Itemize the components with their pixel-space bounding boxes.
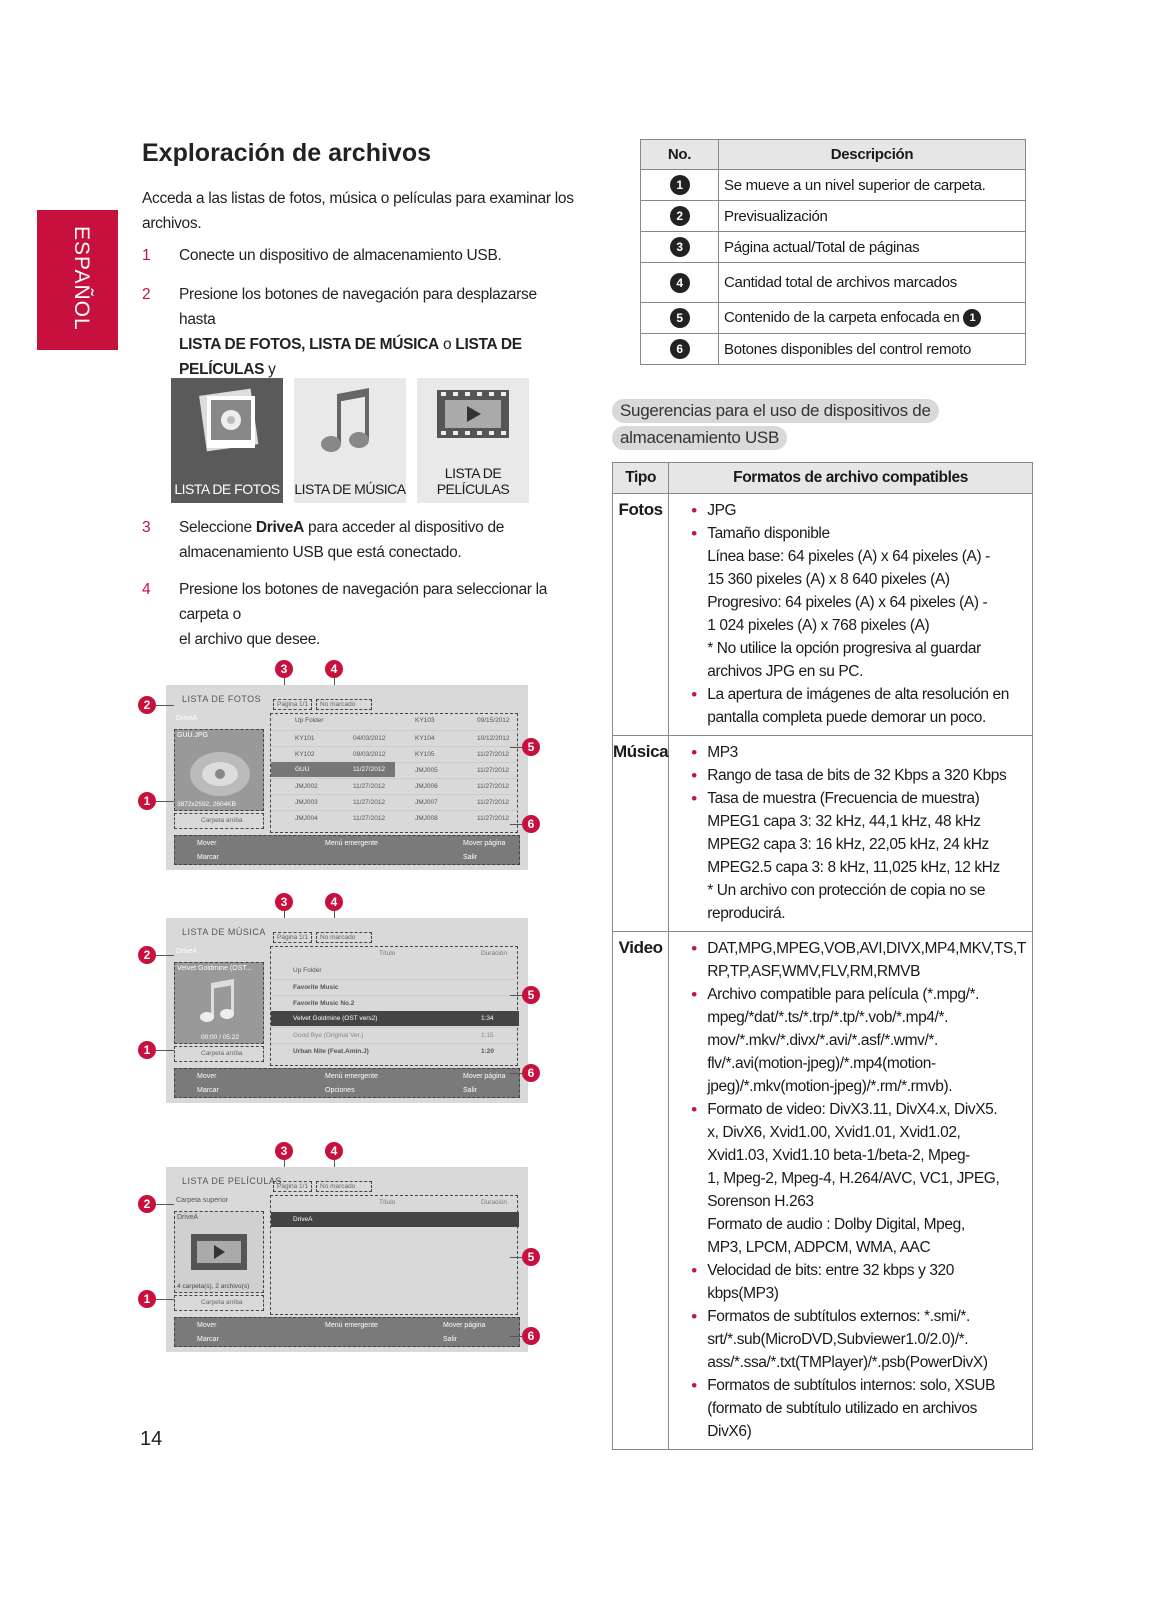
folder-up-button[interactable]: Carpeta arriba: [174, 1046, 264, 1062]
callout-5: 5: [522, 738, 540, 756]
bar-mark: Marcar: [197, 1336, 219, 1343]
list-item[interactable]: Good Bye (Original Ver.) 1:15: [271, 1027, 519, 1042]
list-item[interactable]: KY101 04/03/2012: [271, 730, 395, 745]
format-item: • Formatos de subtítulos internos: solo, XSUB (formato de subtítulo utilizado en archivos DivX6): [691, 1374, 1026, 1443]
callout-2: 2: [138, 946, 156, 964]
leader-line: [156, 801, 174, 802]
list-item[interactable]: Up Folder: [293, 967, 322, 974]
leader-line: [510, 747, 522, 748]
leader-line: [510, 1336, 522, 1337]
format-item: • JPG: [691, 499, 1026, 522]
number-badge: 2: [670, 206, 690, 226]
bar-exit: Salir: [443, 1336, 458, 1343]
list-item-selected[interactable]: DriveA: [271, 1212, 519, 1227]
marked-count: No marcado: [316, 932, 372, 943]
bar-page-move: Mover página: [463, 840, 506, 847]
marked-count: No marcado: [316, 1181, 372, 1192]
bar-page-move: Mover página: [443, 1322, 486, 1329]
preview-pane: [174, 1211, 264, 1293]
film-icon: [189, 1232, 249, 1272]
format-item: • Tasa de muestra (Frecuencia de muestra) MPEG1 capa 3: 32 kHz, 44,1 kHz, 48 kHz MPEG2 capa 3: 16 kHz, 22,05 kHz, 24 kHz MPEG2.5 capa 3: 8 kHz, 11,025 kHz, 12 kHz * Un archivo con protección de copia no se reproducirá.: [691, 787, 1026, 925]
tips-heading: Sugerencias para el uso de dispositivos de almacenamiento USB: [612, 399, 939, 450]
category-movies[interactable]: [417, 378, 529, 503]
number-badge: 3: [670, 237, 690, 257]
music-note-icon: [315, 382, 385, 462]
type-video: Video: [613, 932, 669, 1450]
page-number: 14: [140, 1428, 163, 1450]
list-item[interactable]: KY105 11/27/2012: [395, 746, 519, 761]
header-type: Tipo: [613, 463, 669, 494]
list-item[interactable]: JMJ005 11/27/2012: [395, 762, 519, 777]
page-indicator: Página 1/1: [273, 932, 312, 943]
leader-line: [156, 1299, 174, 1300]
leader-line: [510, 824, 522, 825]
callout-5: 5: [522, 1248, 540, 1266]
callout-6: 6: [522, 815, 540, 833]
language-tab: [37, 210, 118, 350]
format-item: • Formatos de subtítulos externos: *.smi/*. srt/*.sub(MicroDVD,Subviewer1.0/2.0)/*. ass/*.ssa/*.txt(TMPlayer)/*.psb(PowerDivX): [691, 1305, 1026, 1374]
table-row: [613, 932, 1033, 1450]
table-row: [613, 736, 1033, 932]
format-item: • Tamaño disponible Línea base: 64 pixeles (A) x 64 pixeles (A) - 15 360 pixeles (A) x 8 640 pixeles (A) Progresivo: 64 pixeles (A) x 64 pixeles (A) - 1 024 pixeles (A) x 768 pixeles (A) * No utilice la opción progresiva al guardar archivos JPG en su PC.: [691, 522, 1026, 683]
page-indicator: Página 1/1: [273, 699, 312, 710]
drive-label: DriveA: [176, 948, 198, 955]
number-badge: 6: [670, 339, 690, 359]
type-photos: Fotos: [613, 494, 669, 736]
format-item: • DAT,MPG,MPEG,VOB,AVI,DIVX,MP4,MKV,TS,T RP,TP,ASF,WMV,FLV,RM,RMVB: [691, 937, 1026, 983]
list-item[interactable]: JMJ004 11/27/2012: [271, 810, 395, 825]
callout-3: 3: [275, 893, 293, 911]
callout-1: 1: [138, 1041, 156, 1059]
header-no: No.: [641, 140, 719, 170]
preview-filename: DriveA: [177, 1214, 199, 1221]
bar-popup: Menú emergente: [325, 840, 378, 847]
column-duration: Duración: [481, 1199, 508, 1206]
drive-label: DriveA: [176, 715, 198, 722]
list-item-selected[interactable]: GUU 11/27/2012: [271, 762, 395, 777]
bar-popup: Menú emergente: [325, 1073, 378, 1080]
leader-line: [510, 1257, 522, 1258]
bar-exit: Salir: [463, 1087, 478, 1094]
callout-3: 3: [275, 1142, 293, 1160]
preview-pane: [174, 729, 264, 811]
callout-3: 3: [275, 660, 293, 678]
format-item: • Archivo compatible para película (*.mpg/*. mpeg/*dat/*.ts/*.trp/*.tp/*.vob/*.mp4/*. mov/*.mkv/*.divx/*.avi/*.asf/*.wmv/*. flv/*.avi(motion-jpeg)/*.mp4(motion- jpeg)/*.mkv(motion-jpeg)/*.rm/*.rmvb).: [691, 983, 1026, 1098]
bar-popup: Menú emergente: [325, 1322, 378, 1329]
preview-pane: [174, 962, 264, 1044]
folder-up-button[interactable]: Carpeta arriba: [174, 813, 264, 829]
list-item[interactable]: JMJ008 11/27/2012: [395, 810, 519, 825]
folder-contents: [270, 713, 518, 833]
parent-folder-label: Carpeta superior: [176, 1197, 229, 1204]
column-duration: Duración: [481, 950, 508, 957]
number-badge: 5: [670, 308, 690, 328]
bar-options: Opciones: [325, 1087, 355, 1094]
format-item: • Formato de video: DivX3.11, DivX4.x, DivX5. x, DivX6, Xvid1.00, Xvid1.01, Xvid1.02, Xvid1.03, Xvid1.10 beta-1/beta-2, Mpeg- 1, Mpeg-2, Mpeg-4, H.264/AVC, VC1, JPEG, Sorenson H.263 Formato de audio : Dolby Digital, Mpeg, MP3, LPCM, ADPCM, WMA, AAC: [691, 1098, 1026, 1259]
list-item[interactable]: Favorite Music: [271, 979, 519, 994]
preview-info: 4 carpeta(s), 2 archivo(s): [177, 1283, 250, 1290]
music-note-icon: [195, 977, 245, 1027]
list-item[interactable]: JMJ002 11/27/2012: [271, 778, 395, 793]
list-item[interactable]: Urban Nite (Feat.Amin.J) 1:20: [271, 1043, 519, 1058]
movie-list-screenshot: [166, 1167, 528, 1352]
video-formats-list: [691, 937, 1026, 1443]
folder-contents: [270, 946, 518, 1066]
category-music[interactable]: [294, 378, 406, 503]
screen-title: LISTA DE PELÍCULAS: [182, 1176, 282, 1186]
callout-2: 2: [138, 696, 156, 714]
description-table: [640, 139, 1026, 365]
callout-5: 5: [522, 986, 540, 1004]
callout-6: 6: [522, 1064, 540, 1082]
folder-up-button[interactable]: Carpeta arriba: [174, 1295, 264, 1311]
list-item[interactable]: Favorite Music No.2: [271, 995, 519, 1010]
page-title: Exploración de archivos: [142, 139, 431, 167]
description-cell: Contenido de la carpeta enfocada en 1: [719, 303, 1026, 334]
reference-badge: 1: [963, 309, 981, 327]
bar-exit: Salir: [463, 854, 478, 861]
photo-icon: [189, 382, 269, 462]
preview-filename: Velvet Goldmine (OST...: [177, 965, 252, 972]
page-indicator: Página 1/1: [273, 1181, 312, 1192]
leader-line: [156, 1204, 174, 1205]
table-row: [641, 263, 1026, 303]
formats-table: [612, 462, 1033, 1450]
remote-button-bar: [174, 1068, 520, 1098]
category-photos-label: LISTA DE FOTOS: [174, 481, 280, 497]
number-badge: 1: [670, 175, 690, 195]
description-cell: Cantidad total de archivos marcados: [719, 263, 1026, 303]
table-row: [641, 334, 1026, 365]
table-row: [641, 170, 1026, 201]
intro-paragraph: Acceda a las listas de fotos, música o películas para examinar los archivos.: [142, 190, 574, 232]
bar-move: Mover: [197, 1073, 217, 1080]
list-item[interactable]: KY102 09/03/2012: [271, 746, 395, 761]
type-music: Música: [613, 736, 669, 932]
description-cell: Botones disponibles del control remoto: [719, 334, 1026, 365]
callout-4: 4: [325, 1142, 343, 1160]
preview-info: 3872x2592, 2604KB: [177, 801, 236, 808]
callout-4: 4: [325, 893, 343, 911]
folder-contents: [270, 1195, 518, 1315]
leader-line: [156, 705, 174, 706]
language-tab-label: ESPAÑOL: [70, 226, 93, 331]
description-cell: Se mueve a un nivel superior de carpeta.: [719, 170, 1026, 201]
format-item: • Velocidad de bits: entre 32 kbps y 320 kbps(MP3): [691, 1259, 1026, 1305]
music-list-screenshot: [166, 918, 528, 1103]
category-photos[interactable]: [171, 378, 283, 503]
callout-6: 6: [522, 1327, 540, 1345]
remote-button-bar: [174, 835, 520, 865]
bar-page-move: Mover página: [463, 1073, 506, 1080]
format-item: • MP3: [691, 741, 1026, 764]
column-title: Título: [379, 1199, 396, 1206]
category-movies-label: LISTA DE PELÍCULAS: [436, 465, 510, 497]
list-item[interactable]: JMJ003 11/27/2012: [271, 794, 395, 809]
leader-line: [156, 1050, 174, 1051]
leader-line: [510, 1073, 522, 1074]
music-formats-list: [691, 741, 1026, 925]
format-item: • Rango de tasa de bits de 32 Kbps a 320 Kbps: [691, 764, 1026, 787]
list-item[interactable]: Up Folder: [295, 717, 324, 724]
flower-icon: [180, 742, 260, 802]
preview-filename: GUU.JPG: [177, 732, 209, 739]
table-row: [641, 201, 1026, 232]
photo-list-screenshot: [166, 685, 528, 870]
description-cell: Previsualización: [719, 201, 1026, 232]
list-item[interactable]: JMJ007 11/27/2012: [395, 794, 519, 809]
number-badge: 4: [670, 273, 690, 293]
remote-button-bar: [174, 1317, 520, 1347]
category-music-label: LISTA DE MÚSICA: [294, 481, 406, 497]
table-row: [641, 303, 1026, 334]
callout-1: 1: [138, 1290, 156, 1308]
header-description: Descripción: [719, 140, 1026, 170]
column-title: Título: [379, 950, 396, 957]
photo-formats-list: [691, 499, 1026, 729]
screen-title: LISTA DE MÚSICA: [182, 927, 266, 937]
screen-title: LISTA DE FOTOS: [182, 694, 262, 704]
callout-4: 4: [325, 660, 343, 678]
callout-2: 2: [138, 1195, 156, 1213]
format-item: • La apertura de imágenes de alta resolución en pantalla completa puede demorar un poco.: [691, 683, 1026, 729]
table-row: [613, 494, 1033, 736]
list-item[interactable]: KY103 09/15/2012: [415, 717, 510, 724]
leader-line: [510, 995, 522, 996]
bar-mark: Marcar: [197, 1087, 219, 1094]
header-formats: Formatos de archivo compatibles: [669, 463, 1033, 494]
leader-line: [156, 955, 174, 956]
table-row: [641, 232, 1026, 263]
bar-move: Mover: [197, 1322, 217, 1329]
list-item[interactable]: JMJ006 11/27/2012: [395, 778, 519, 793]
film-icon: [433, 386, 513, 456]
playback-time: 00:00 / 05:22: [201, 1034, 239, 1041]
callout-1: 1: [138, 792, 156, 810]
bar-move: Mover: [197, 840, 217, 847]
list-item[interactable]: KY104 10/12/2012: [395, 730, 519, 745]
description-cell: Página actual/Total de páginas: [719, 232, 1026, 263]
bar-mark: Marcar: [197, 854, 219, 861]
list-item-selected[interactable]: Velvet Goldmine (OST vers2) 1:34: [271, 1011, 519, 1026]
marked-count: No marcado: [316, 699, 372, 710]
